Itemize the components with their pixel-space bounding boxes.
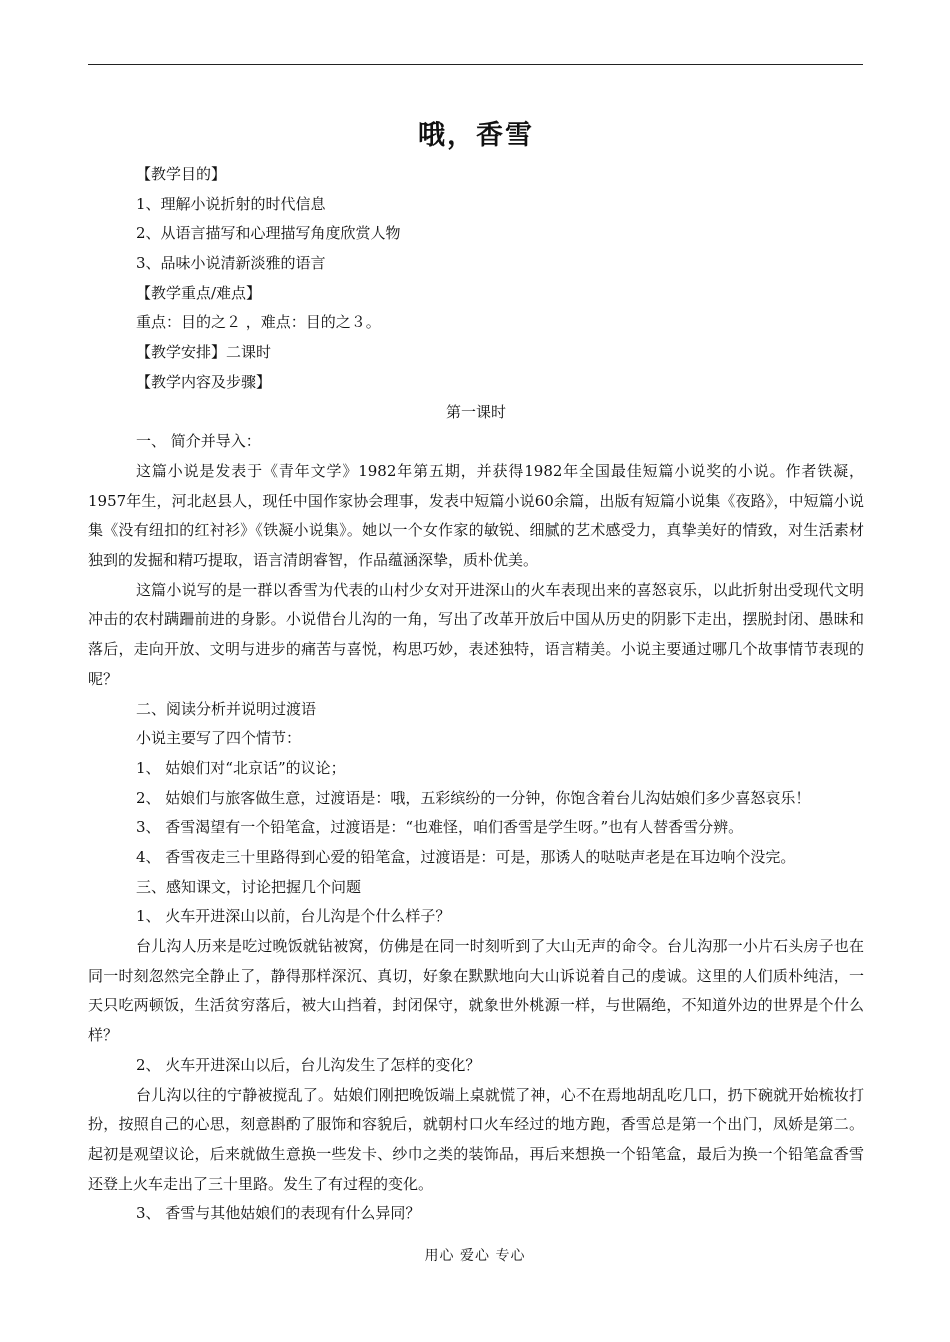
question-item: 1、 火车开进深山以前，台儿沟是个什么样子？ [136, 907, 451, 926]
paragraph-answer: 台儿沟以往的宁静被搅乱了。姑娘们刚把晚饭端上桌就慌了神，心不在焉地胡乱吃几口，扔下碗就开始梳妆打扮，按照自己的心思，刻意斟酌了服饰和容貌后，就朝村口火车经过的地方跑，香雪总是第一个出门，凤娇是第二。起初是观望议论，后来就做生意换一些发卡、纱巾之类的装饰品，再后来想换一个铅笔盒，最后为换一个铅笔盒香雪还登上火车走出了三十里路。发生了有过程的变化。 [88, 1085, 864, 1193]
paragraph-summary: 这篇小说写的是一群以香雪为代表的山村少女对开进深山的火车表现出来的喜怒哀乐，以此折射出受现代文明冲击的农村蹒跚前进的身影。小说借台儿沟的一角，写出了改革开放后中国从历史的阴影下走出，摆脱封闭、愚昧和落后，走向开放、文明与进步的痛苦与喜悦，构思巧妙，表述独特，语言精美。小说主要通过哪几个故事情节表现的呢？ [88, 580, 864, 688]
discussion-heading: 三、感知课文，讨论把握几个问题 [136, 877, 362, 896]
page-title: 哦，香雪 [418, 120, 534, 151]
page-footer: 用心 爱心 专心 [424, 1248, 526, 1264]
content-heading: 【教学内容及步骤】 [136, 372, 272, 391]
plot-item: 2、 姑娘们与旅客做生意，过渡语是：哦，五彩缤纷的一分钟，你饱含着台儿沟姑娘们多少喜怒哀乐！ [136, 788, 811, 807]
plot-item: 1、 姑娘们对“北京话”的议论； [136, 758, 346, 777]
key-points-text: 重点：目的之２ ，难点：目的之３。 [136, 313, 381, 332]
intro-heading: 一、 简介并导入： [136, 432, 261, 451]
analysis-heading: 二、阅读分析并说明过渡语 [136, 699, 317, 718]
plot-intro: 小说主要写了四个情节： [136, 729, 302, 748]
question-item: 2、 火车开进深山以后，台儿沟发生了怎样的变化？ [136, 1055, 481, 1074]
key-points-heading: 【教学重点/难点】 [136, 283, 262, 302]
paragraph-answer: 台儿沟人历来是吃过晚饭就钻被窝，仿佛是在同一时刻听到了大山无声的命令。台儿沟那一小片石头房子也在同一时刻忽然完全静止了，静得那样深沉、真切，好象在默默地向大山诉说着自己的虔诚。这里的人们质朴纯洁，一天只吃两顿饭，生活贫穷落后，被大山挡着，封闭保守，就象世外桃源一样，与世隔绝，不知道外边的世界是个什么样？ [88, 937, 864, 1045]
objective-item: 2、从语言描写和心理描写角度欣赏人物 [136, 224, 401, 243]
objective-item: 3、品味小说清新淡雅的语言 [136, 254, 326, 273]
schedule-line: 【教学安排】二课时 [136, 343, 272, 362]
section-heading: 第一课时 [445, 402, 506, 421]
paragraph-author: 这篇小说是发表于《青年文学》1982年第五期，并获得1982年全国最佳短篇小说奖的小说。作者铁凝，1957年生，河北赵县人，现任中国作家协会理事，发表中短篇小说60余篇，出版有短篇小说集《夜路》，中短篇小说集《没有纽扣的红衬衫》《铁凝小说集》。她以一个女作家的敏锐、细腻的艺术感受力，真挚美好的情致，对生活素材独到的发掘和精巧提取，语言清朗睿智，作品蕴涵深挚，质朴优美。 [88, 461, 864, 569]
plot-item: 4、 香雪夜走三十里路得到心爱的铅笔盒，过渡语是：可是，那诱人的哒哒声老是在耳边响个没完。 [136, 847, 796, 866]
question-item: 3、 香雪与其他姑娘们的表现有什么异同？ [136, 1204, 421, 1223]
header-rule [88, 64, 863, 65]
objectives-heading: 【教学目的】 [136, 165, 227, 183]
objective-item: 1、理解小说折射的时代信息 [136, 194, 326, 213]
document-body [88, 112, 864, 1229]
plot-item: 3、 香雪渴望有一个铅笔盒，过渡语是：“也难怪，咱们香雪是学生呀。”也有人替香雪分辨。 [136, 818, 744, 837]
